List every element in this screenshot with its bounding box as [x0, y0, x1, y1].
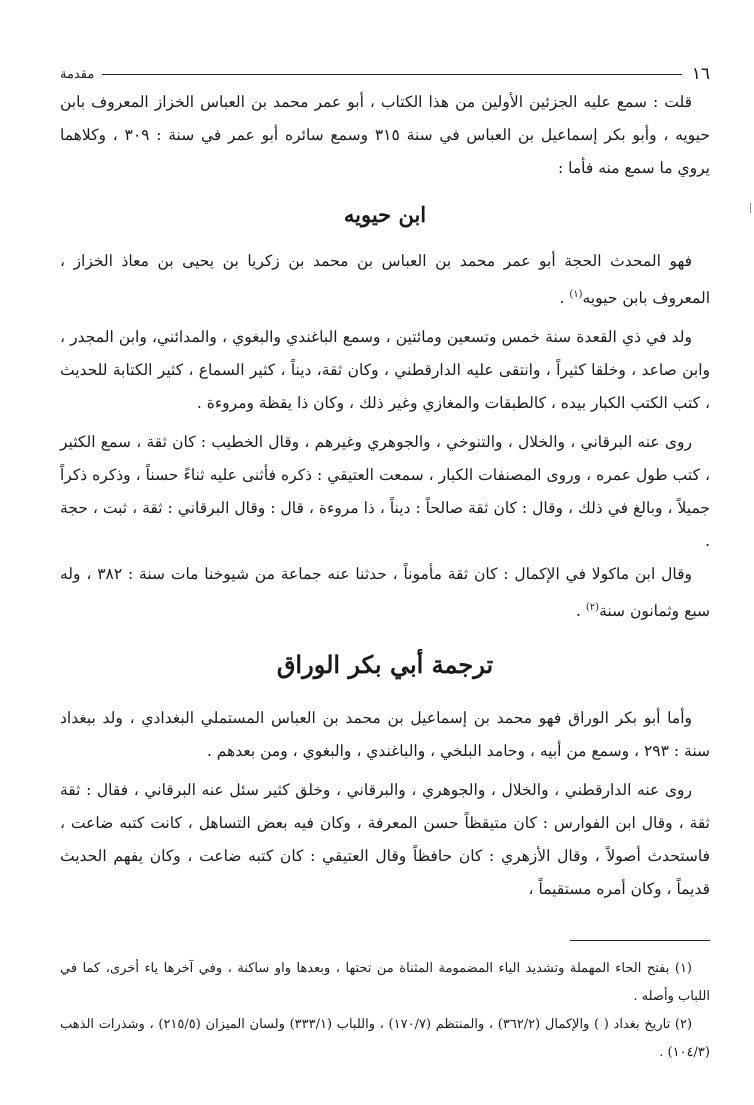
paragraph: وأما أبو بكر الوراق فهو محمد بن إسماعيل بن محمد بن العباس المستملي البغدادي ، ولد ببغداد سنة : ٢٩٣ ، وسمع من أبيه ، وحامد البلخي ، والباغندي ، والبغوي ، ومن بعدهم . — [60, 709, 710, 761]
paragraph — [60, 245, 710, 315]
paragraph: ولد في ذي القعدة سنة خمس وتسعين ومائتين ، وسمع الباغندي والبغوي ، والمدائني، وابن المجدر ، وابن صاعد ، وخلقا كثيراً ، وانتقى عليه الدارقطني ، وكان ثقة، ديناً ، كثير السماع ، كثير الكتابة للحديث ، كتب الكتب الكبار بيده ، كالطبقات والمغازي وغير ذلك ، وكان ذا يقظة ومروءة . — [60, 328, 710, 413]
paragraph-text: وقال ابن ماكولا في الإكمال : كان ثقة مأموناً ، حدثنا عنه جماعة من شيوخنا مات سنة : ٣٨٢ ، وله سبع وثمانون سنة — [60, 565, 710, 621]
heading-abu-bakr: ترجمة أبي بكر الوراق — [276, 650, 494, 680]
paragraph — [60, 558, 710, 628]
paragraph-end: . — [559, 289, 570, 308]
header-rule — [102, 74, 681, 75]
intro-paragraph: قلت : سمع عليه الجزئين الأولين من هذا الكتاب ، أبو عمر محمد بن العباس الخزاز المعروف بابن حيويه ، وأبو بكر إسماعيل بن العباس في سنة ٣١٥ وسمع سائره أبو عمر في سنة : ٣٠٩ ، وكلاهما يروي ما سمع منه فأما : — [60, 93, 710, 177]
footnote-1: (١) بفتح الحاء المهملة وتشديد الياء المضمومة المثناة من تحتها ، وبعدها واو ساكنة ، وفي آخرها ياء أخرى، كما في اللباب وأصله . — [60, 961, 710, 1005]
running-head — [60, 62, 710, 86]
paragraph: روى عنه البرقاني ، والخلال ، والتنوخي ، والجوهري وغيرهم ، وقال الخطيب : كان ثقة ، سمع الكثير ، كتب طول عمره ، وروى المصنفات الكبار ، سمعت العتيقي : ذكره فأثنى عليه ثناءً حسناً ، وذكره ذكراً جميلاً ، وبالغ في ذلك ، وقال : كان ثقة صالحاً : ديناً ، ذا مروءة ، قال : وقال البرقاني : ثقة ، ثبت ، حجة . — [60, 433, 710, 551]
page — [60, 62, 710, 1067]
footnote-marker: (٢) — [585, 602, 600, 614]
section-title: مقدمة — [60, 66, 95, 82]
paragraph-end: . — [576, 602, 586, 621]
heading-ibn-hayyawayh: ابن حيويه — [343, 202, 427, 227]
margin-tick — [750, 203, 751, 213]
footnote-rule — [570, 940, 710, 941]
page-number: ١٦ — [691, 64, 710, 84]
paragraph: روى عنه الدارقطني ، والخلال ، والجوهري ، والبرقاني ، وخلق كثير سئل عنه البرقاني ، فقال : ثقة ثقة ، وقال ابن الفوارس : كان متيقظاً حسن المعرفة ، وكان فيه بعض التساهل ، كانت كتبه ضاعت ، فاستحدث أصولاً ، وقال الأزهري : كان حافظاً وقال العتيقي : كان كتبه ضاعت ، وكان يفهم الحديث قديماً ، وكان أمره مستقيماً ، — [60, 781, 710, 899]
footnote-2: (٢) تاريخ بغداد ( ) والإكمال (٣٦٢/٢) ، والمنتظم (١٧٠/٧) ، واللباب (٣٣٣/١) ولسان الميزان (٢١٥/٥) ، وشذرات الذهب (١٠٤/٣) . — [60, 1017, 710, 1061]
paragraph-text: فهو المحدث الحجة أبو عمر محمد بن العباس بن محمد بن زكريا بن يحيى بن معاذ الخزاز ، المعروف بابن حيويه — [60, 252, 710, 308]
footnotes — [60, 955, 710, 1067]
footnote-marker: (١) — [569, 289, 583, 300]
